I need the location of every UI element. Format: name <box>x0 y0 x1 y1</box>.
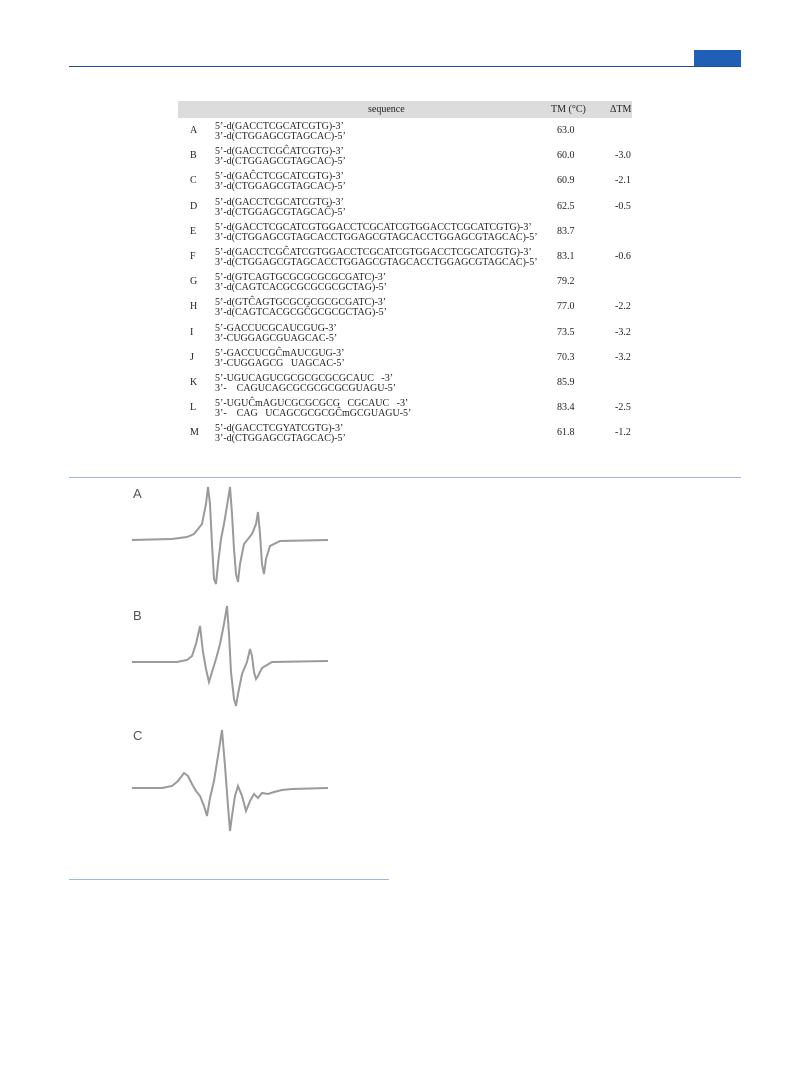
header-tm: TM (°C) <box>551 104 586 115</box>
tm-cell: 62.5 <box>557 200 575 212</box>
delta-tm-cell: -3.2 <box>615 351 631 363</box>
table-row <box>178 321 632 346</box>
row-label: K <box>190 376 198 388</box>
table-row <box>178 144 632 169</box>
sequence-cell: 5’-UGUCAGUCGCGCGCGCGCAUC -3’ 3’- CAGUCAGCGCGCGCGCGUAGU-5’ <box>215 372 397 394</box>
sequence-cell: 5’-d(GAĈCTCGCATCGTG)-3’ 3’-d(CTGGAGCGTAGCAC)-5’ <box>215 171 346 193</box>
delta-tm-cell: -0.5 <box>615 200 631 212</box>
sequence-cell: 5’-d(GACCTCGCATCGTG)-3’ 3’-d(CTGGAGCGTAGCAĈ)-5’ <box>215 196 346 218</box>
spectrum-a-trace <box>132 484 328 604</box>
row-label: B <box>190 150 197 162</box>
table-row <box>178 346 632 371</box>
delta-tm-cell: -3.2 <box>615 326 631 338</box>
table-row <box>178 295 632 320</box>
tm-cell: 70.3 <box>557 351 575 363</box>
row-label: M <box>190 427 199 439</box>
section-divider <box>69 477 741 478</box>
row-label: D <box>190 200 198 212</box>
delta-tm-cell: -0.6 <box>615 250 631 262</box>
table-header <box>178 101 632 118</box>
header-delta-tm: ΔTM <box>610 104 632 115</box>
table-row <box>178 169 632 194</box>
spectrum-b-trace <box>132 604 328 724</box>
table-row <box>178 195 632 220</box>
tm-cell: 73.5 <box>557 326 575 338</box>
table-row <box>178 220 632 245</box>
sequence-cell: 5’-d(GACCTCGĈATCGTGGACCTCGCATCGTGGACCTCGCATCGTG)-3’ 3’-d(CTGGAGCGTAGCACCTGGAGCGTAGCACCTGGAGCGTAGCAC)-5’ <box>215 246 538 268</box>
sequence-cell: 5’-d(GACCTCGYATCGTG)-3’ 3’-d(CTGGAGCGTAGCAC)-5’ <box>215 423 346 445</box>
tm-cell: 85.9 <box>557 376 575 388</box>
tm-cell: 60.0 <box>557 150 575 162</box>
table-row <box>178 119 632 144</box>
row-label: C <box>190 175 197 187</box>
tm-cell: 79.2 <box>557 276 575 288</box>
tm-cell: 61.8 <box>557 427 575 439</box>
tm-cell: 60.9 <box>557 175 575 187</box>
tm-cell: 83.1 <box>557 250 575 262</box>
row-label: I <box>190 326 194 338</box>
row-label: L <box>190 402 197 414</box>
tm-cell: 63.0 <box>557 125 575 136</box>
header-tab <box>694 50 741 66</box>
sequence-cell: 5’-GACCUCGĈmAUCGUG-3’ 3’-CUGGAGCG UAGCAC-5’ <box>215 347 345 369</box>
spectrum-c-trace <box>132 726 328 846</box>
sequence-cell: 5’-d(GACCTCGCATCGTGGACCTCGCATCGTGGACCTCGCATCGTG)-3’ 3’-d(CTGGAGCGTAGCACCTGGAGCGTAGCACCTGGAGCGTAGCAC)-5’ <box>215 221 538 243</box>
spectrum-b-label: B <box>133 608 142 623</box>
spectrum-c-label: C <box>133 728 143 743</box>
tm-cell: 77.0 <box>557 301 575 313</box>
header-sequence: sequence <box>368 104 405 115</box>
tm-cell: 83.7 <box>557 225 575 237</box>
delta-tm-cell: -3.0 <box>615 150 631 162</box>
row-label: A <box>190 125 198 136</box>
delta-tm-cell: -1.2 <box>615 427 631 439</box>
sequence-cell: 5’-d(GTCAGTGCGCGCGCGCGATC)-3’ 3’-d(CAGTCACGCGCGCGCGCTAG)-5’ <box>215 272 387 294</box>
sequence-cell: 5’-d(GACCTCGĈATCGTG)-3’ 3’-d(CTGGAGCGTAGCAC)-5’ <box>215 146 346 168</box>
delta-tm-cell: -2.1 <box>615 175 631 187</box>
sequence-cell: 5’-d(GTĈAGTGCGCGCGCGCGATC)-3’ 3’-d(CAGTCACGCGĈGCGCGCTAG)-5’ <box>215 297 387 319</box>
delta-tm-cell: -2.5 <box>615 402 631 414</box>
sequence-cell: 5’-GACCUCGCAUCGUG-3’ 3’-CUGGAGCGUAGCAC-5’ <box>215 322 338 344</box>
table-row <box>178 396 632 421</box>
melting-table <box>178 119 632 446</box>
table-row <box>178 371 632 396</box>
spectrum-a-label: A <box>133 486 142 501</box>
table-row <box>178 270 632 295</box>
row-label: E <box>190 225 197 237</box>
header-rule <box>69 66 741 67</box>
delta-tm-cell: -2.2 <box>615 301 631 313</box>
sequence-cell: 5’-UGUĈmAGUCGCGCGCG CGCAUC -3’ 3’- CAG UCAGCGCGCGĈmGCGUAGU-5’ <box>215 398 412 420</box>
table-row <box>178 245 632 270</box>
row-label: J <box>190 351 194 363</box>
footer-divider <box>69 879 389 880</box>
table-row <box>178 421 632 446</box>
row-label: H <box>190 301 198 313</box>
tm-cell: 83.4 <box>557 402 575 414</box>
row-label: F <box>190 250 196 262</box>
sequence-cell: 5’-d(GACCTCGCATCGTG)-3’ 3’-d(CTGGAGCGTAGCAC)-5’ <box>215 121 346 142</box>
row-label: G <box>190 276 198 288</box>
